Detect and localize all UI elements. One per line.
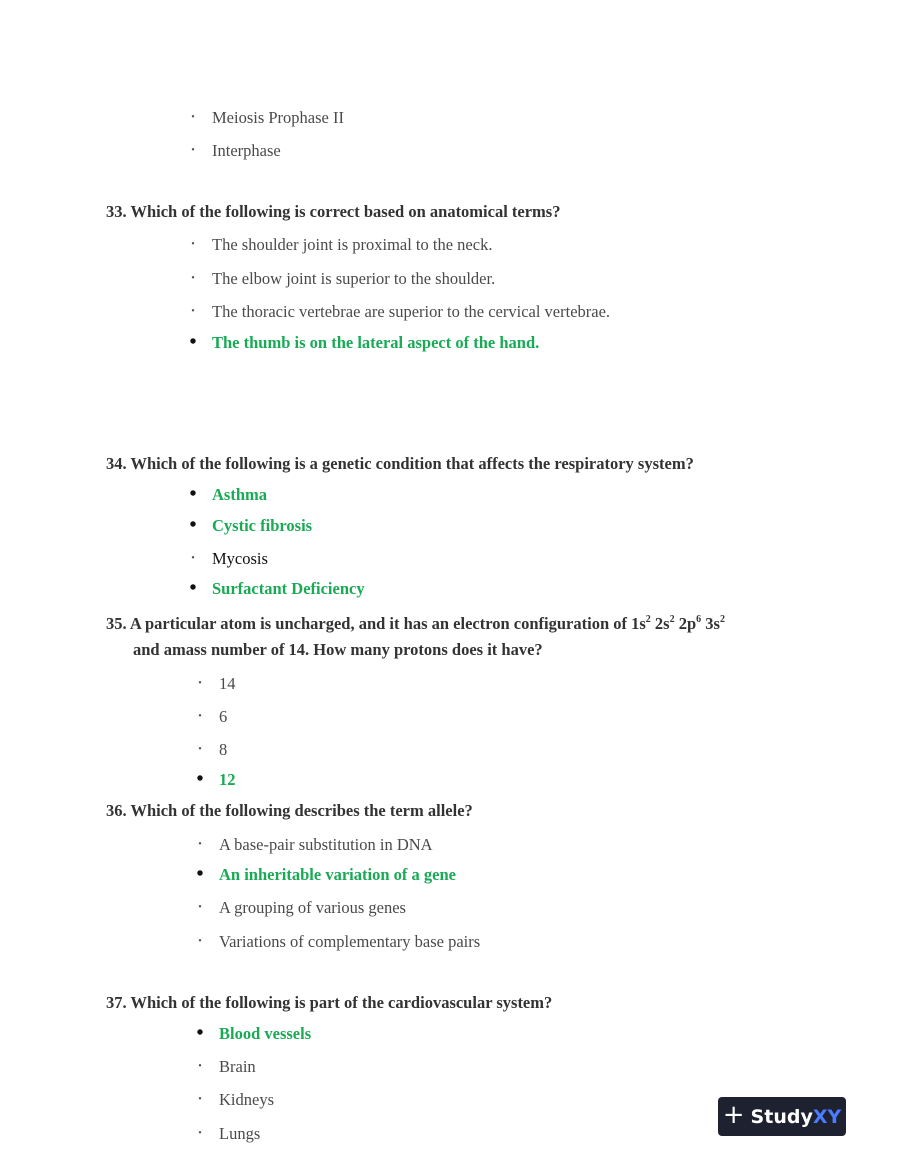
bullet-icon: • (191, 145, 195, 156)
bullet-icon: • (191, 273, 195, 284)
bullet-icon: • (198, 711, 202, 722)
studyxy-logo[interactable]: + StudyXY (718, 1097, 846, 1136)
correct-option: • Asthma (212, 483, 267, 507)
bullet-icon: • (198, 839, 202, 850)
bullet-icon: • (189, 331, 197, 353)
correct-option: • Blood vessels (219, 1022, 311, 1046)
option-item: • The elbow joint is superior to the shoulder. (212, 267, 495, 291)
bullet-icon: • (191, 112, 195, 123)
bullet-icon: • (196, 768, 204, 790)
bullet-icon: • (191, 306, 195, 317)
option-item: • The shoulder joint is proximal to the neck. (212, 233, 492, 257)
option-item: • 8 (219, 738, 227, 762)
option-item: • The thoracic vertebrae are superior to the cervical vertebrae. (212, 300, 610, 324)
bullet-icon: • (198, 1061, 202, 1072)
question-35-continued: and amass number of 14. How many protons does it have? (133, 640, 543, 659)
option-item: • Kidneys (219, 1088, 274, 1112)
bullet-icon: • (191, 239, 195, 250)
bullet-icon: • (198, 1128, 202, 1139)
option-item: • A grouping of various genes (219, 896, 406, 920)
correct-option: • 12 (219, 768, 236, 792)
bullet-icon: • (198, 902, 202, 913)
bullet-icon: • (196, 863, 204, 885)
option-item: • Meiosis Prophase II (212, 106, 344, 130)
option-item: • Brain (219, 1055, 256, 1079)
correct-option: • Cystic fibrosis (212, 514, 312, 538)
question-35: 35. A particular atom is uncharged, and it has an electron configuration of $1s^2$ $2s^2$ $2p^6$ $3s^2$ (106, 614, 725, 633)
correct-option: • Surfactant Deficiency (212, 577, 365, 601)
option-item: • Variations of complementary base pairs (219, 930, 480, 954)
bullet-icon: • (198, 1094, 202, 1105)
plus-icon: + (722, 1100, 745, 1130)
bullet-icon: • (189, 514, 197, 536)
option-item: • 14 (219, 672, 236, 696)
question-36: 36. Which of the following describes the term allele? (106, 801, 473, 820)
bullet-icon: • (196, 1022, 204, 1044)
bullet-icon: • (189, 483, 197, 505)
option-item: • A base-pair substitution in DNA (219, 833, 433, 857)
question-34: 34. Which of the following is a genetic condition that affects the respiratory system? (106, 454, 694, 473)
question-37: 37. Which of the following is part of the cardiovascular system? (106, 993, 553, 1012)
bullet-icon: • (189, 577, 197, 599)
bullet-icon: • (198, 678, 202, 689)
option-item: • 6 (219, 705, 227, 729)
option-item: • Interphase (212, 139, 281, 163)
option-item: • Lungs (219, 1122, 260, 1146)
bullet-icon: • (198, 936, 202, 947)
bullet-icon: • (198, 744, 202, 755)
question-33: 33. Which of the following is correct based on anatomical terms? (106, 202, 561, 221)
correct-option: • The thumb is on the lateral aspect of the hand. (212, 331, 539, 355)
bullet-icon: • (191, 553, 195, 564)
option-item: • Mycosis (212, 547, 268, 571)
correct-option: • An inheritable variation of a gene (219, 863, 456, 887)
